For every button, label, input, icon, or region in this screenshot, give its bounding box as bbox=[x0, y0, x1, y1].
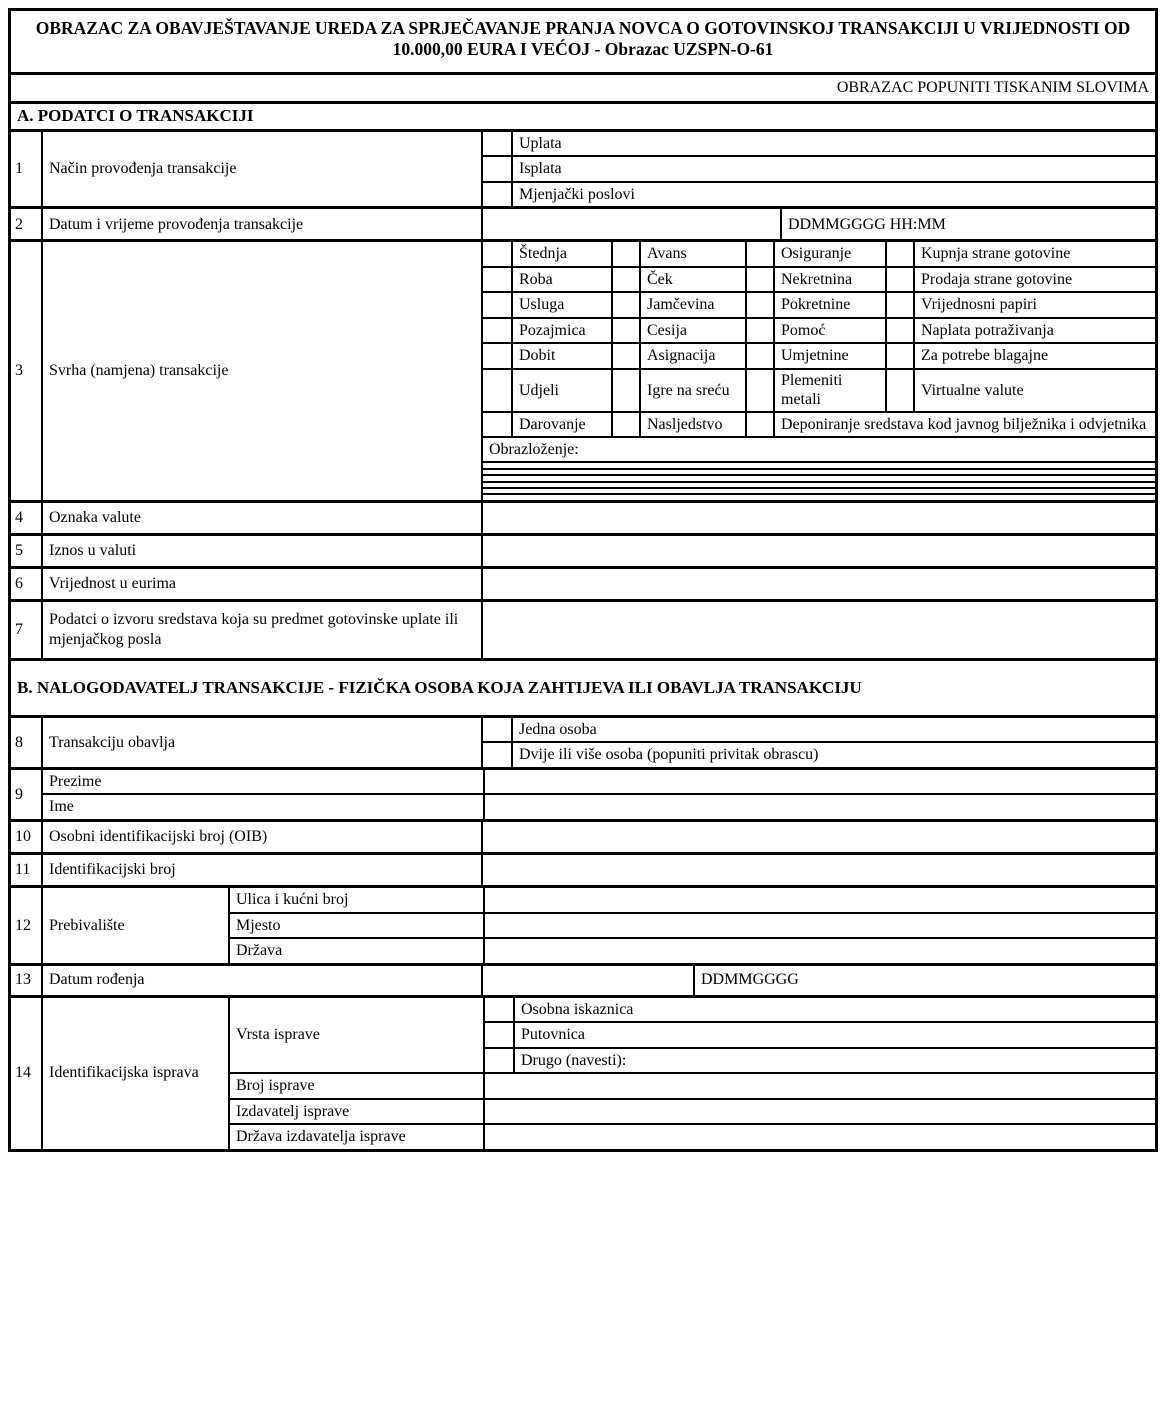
section-b-title: B. NALOGODAVATELJ TRANSAKCIJE - FIZIČKA OSOBA KOJA ZAHTIJEVA ILI OBAVLJA TRANSAKCIJU bbox=[17, 677, 862, 697]
checkbox-kupnja-strane-gotovine[interactable] bbox=[885, 242, 913, 266]
field-drzava-label: Država bbox=[236, 942, 283, 960]
field-row bbox=[230, 1072, 1155, 1098]
row-12 bbox=[11, 885, 1155, 963]
row-7-value-field[interactable] bbox=[481, 602, 1155, 658]
checkbox-usluga[interactable] bbox=[483, 293, 511, 317]
row-6-label: Vrijednost u eurima bbox=[41, 569, 481, 599]
row-5 bbox=[11, 533, 1155, 566]
purpose-grid bbox=[481, 242, 1155, 500]
row-10 bbox=[11, 819, 1155, 852]
row-13-number: 13 bbox=[15, 971, 31, 989]
field-prezime-label: Prezime bbox=[49, 772, 102, 790]
option-row bbox=[483, 741, 1155, 767]
option-stednja: Štednja bbox=[511, 242, 611, 266]
field-row bbox=[230, 888, 1155, 912]
purpose-grid-row bbox=[483, 368, 1155, 411]
option-prodaja-strane-gotovine: Prodaja strane gotovine bbox=[913, 268, 1155, 292]
checkbox-nasljedstvo[interactable] bbox=[611, 413, 639, 437]
field-izdavatelj-isprave-value[interactable] bbox=[483, 1100, 1155, 1124]
doc-type-group bbox=[230, 998, 1155, 1073]
row-1-number: 1 bbox=[15, 160, 23, 178]
checkbox-pokretnine[interactable] bbox=[745, 293, 773, 317]
row-8-number: 8 bbox=[15, 733, 23, 751]
option-darovanje: Darovanje bbox=[511, 413, 611, 437]
option-jamcevina: Jamčevina bbox=[639, 293, 745, 317]
option-usluga: Usluga bbox=[511, 293, 611, 317]
checkbox-putovnica[interactable] bbox=[485, 1023, 513, 1047]
row-10-value-field[interactable] bbox=[481, 822, 1155, 852]
checkbox-dvije-ili-vise-osoba[interactable] bbox=[483, 743, 511, 767]
row-13-label: Datum rođenja bbox=[41, 966, 481, 995]
option-virtualne-valute: Virtualne valute bbox=[913, 370, 1155, 411]
checkbox-mjenjacki-poslovi[interactable] bbox=[483, 183, 511, 207]
option-deponiranje-sredstava: Deponiranje sredstava kod javnog bilježnika i odvjetnika bbox=[773, 413, 1155, 437]
row-12-fields bbox=[228, 888, 1155, 963]
option-dvije-ili-vise-osoba: Dvije ili više osoba (popuniti privitak obrascu) bbox=[511, 743, 1155, 767]
option-row bbox=[485, 998, 1155, 1022]
purpose-grid-row bbox=[483, 242, 1155, 266]
checkbox-asignacija[interactable] bbox=[611, 344, 639, 368]
row-6-number: 6 bbox=[15, 575, 23, 593]
option-pozajmica: Pozajmica bbox=[511, 319, 611, 343]
field-drzava-izdavatelja-label: Država izdavatelja isprave bbox=[236, 1128, 406, 1146]
field-prezime-value[interactable] bbox=[483, 770, 1155, 794]
row-4 bbox=[11, 500, 1155, 533]
row-7-number: 7 bbox=[15, 621, 23, 639]
option-putovnica: Putovnica bbox=[513, 1023, 1155, 1047]
row-7-label: Podatci o izvoru sredstava koja su predmet gotovinske uplate ili mjenjačkog posla bbox=[41, 602, 481, 658]
row-8-label: Transakciju obavlja bbox=[41, 718, 481, 767]
uzspn-o-61-form bbox=[8, 8, 1158, 1152]
field-ulica-value[interactable] bbox=[483, 888, 1155, 912]
checkbox-uplata[interactable] bbox=[483, 132, 511, 156]
option-pokretnine: Pokretnine bbox=[773, 293, 885, 317]
option-kupnja-strane-gotovine: Kupnja strane gotovine bbox=[913, 242, 1155, 266]
option-nekretnina: Nekretnina bbox=[773, 268, 885, 292]
checkbox-pomoc[interactable] bbox=[745, 319, 773, 343]
checkbox-vrijednosni-papiri[interactable] bbox=[885, 293, 913, 317]
option-roba: Roba bbox=[511, 268, 611, 292]
checkbox-dobit[interactable] bbox=[483, 344, 511, 368]
row-5-label: Iznos u valuti bbox=[41, 536, 481, 566]
section-a-header bbox=[11, 101, 1155, 129]
instruction-row bbox=[11, 72, 1155, 101]
option-isplata: Isplata bbox=[511, 157, 1155, 181]
option-plemeniti-metali: Plemeniti metali bbox=[773, 370, 885, 411]
row-2-format-hint: DDMMGGGG HH:MM bbox=[780, 209, 1155, 239]
field-row bbox=[230, 1098, 1155, 1124]
option-row bbox=[483, 181, 1155, 207]
checkbox-osiguranje[interactable] bbox=[745, 242, 773, 266]
row-11-number: 11 bbox=[15, 861, 31, 879]
row-6 bbox=[11, 566, 1155, 599]
option-osobna-iskaznica: Osobna iskaznica bbox=[513, 998, 1155, 1022]
row-14-label: Identifikacijska isprava bbox=[41, 998, 228, 1149]
row-2-label: Datum i vrijeme provođenja transakcije bbox=[41, 209, 481, 239]
checkbox-osobna-iskaznica[interactable] bbox=[485, 998, 513, 1022]
row-12-label: Prebivalište bbox=[41, 888, 228, 963]
form-title: OBRAZAC ZA OBAVJEŠTAVANJE UREDA ZA SPRJEČAVANJE PRANJA NOVCA O GOTOVINSKOJ TRANSAKCIJI U VRIJEDNOSTI OD 10.000,00 EURA I VEĆOJ - Obrazac UZSPN-O-61 bbox=[35, 18, 1131, 60]
explanation-row bbox=[483, 436, 1155, 461]
option-cesija: Cesija bbox=[639, 319, 745, 343]
field-ulica-label: Ulica i kućni broj bbox=[236, 890, 349, 908]
purpose-grid-row bbox=[483, 291, 1155, 317]
option-row bbox=[483, 155, 1155, 181]
row-14-fields bbox=[228, 998, 1155, 1149]
row-2-value-field[interactable] bbox=[481, 209, 780, 239]
row-9-number: 9 bbox=[15, 785, 23, 803]
row-14-number: 14 bbox=[15, 1064, 31, 1082]
option-pomoc: Pomoć bbox=[773, 319, 885, 343]
field-row bbox=[230, 1123, 1155, 1149]
explanation-label: Obrazloženje: bbox=[489, 441, 579, 459]
row-4-number: 4 bbox=[15, 509, 23, 527]
row-1-options bbox=[481, 132, 1155, 207]
row-2-number: 2 bbox=[15, 215, 23, 233]
row-11-label: Identifikacijski broj bbox=[41, 855, 481, 885]
checkbox-naplata-potrazivanja[interactable] bbox=[885, 319, 913, 343]
option-drugo-navesti: Drugo (navesti): bbox=[513, 1049, 1155, 1073]
field-izdavatelj-isprave-label: Izdavatelj isprave bbox=[236, 1102, 350, 1120]
row-10-number: 10 bbox=[15, 828, 31, 846]
purpose-grid-row bbox=[483, 266, 1155, 292]
field-ime-label: Ime bbox=[49, 798, 74, 816]
option-vrijednosni-papiri: Vrijednosni papiri bbox=[913, 293, 1155, 317]
row-11 bbox=[11, 852, 1155, 885]
checkbox-nekretnina[interactable] bbox=[745, 268, 773, 292]
row-14 bbox=[11, 995, 1155, 1149]
field-row bbox=[43, 793, 1155, 819]
option-udjeli: Udjeli bbox=[511, 370, 611, 411]
section-a-title: A. PODATCI O TRANSAKCIJI bbox=[17, 106, 254, 125]
row-13 bbox=[11, 963, 1155, 995]
row-8-options bbox=[481, 718, 1155, 767]
row-9 bbox=[11, 767, 1155, 819]
option-avans: Avans bbox=[639, 242, 745, 266]
option-mjenjacki-poslovi: Mjenjački poslovi bbox=[511, 183, 1155, 207]
checkbox-drugo[interactable] bbox=[485, 1049, 513, 1073]
doc-type-options bbox=[483, 998, 1155, 1073]
checkbox-pozajmica[interactable] bbox=[483, 319, 511, 343]
checkbox-isplata[interactable] bbox=[483, 157, 511, 181]
checkbox-umjetnine[interactable] bbox=[745, 344, 773, 368]
field-row bbox=[43, 770, 1155, 794]
option-cek: Ček bbox=[639, 268, 745, 292]
row-11-value-field[interactable] bbox=[481, 855, 1155, 885]
checkbox-stednja[interactable] bbox=[483, 242, 511, 266]
row-1 bbox=[11, 129, 1155, 207]
checkbox-avans[interactable] bbox=[611, 242, 639, 266]
field-ime-value[interactable] bbox=[483, 795, 1155, 819]
option-za-potrebe-blagajne: Za potrebe blagajne bbox=[913, 344, 1155, 368]
field-drzava-izdavatelja-value[interactable] bbox=[483, 1125, 1155, 1149]
section-b-header bbox=[11, 658, 1155, 715]
row-9-fields bbox=[41, 770, 1155, 819]
checkbox-za-potrebe-blagajne[interactable] bbox=[885, 344, 913, 368]
explanation-line-field[interactable] bbox=[483, 495, 1155, 499]
row-13-value-field[interactable] bbox=[481, 966, 693, 995]
option-row bbox=[485, 1047, 1155, 1073]
row-13-format-hint: DDMMGGGG bbox=[693, 966, 1155, 995]
field-mjesto-value[interactable] bbox=[483, 914, 1155, 938]
option-igre-na-srecu: Igre na sreću bbox=[639, 370, 745, 411]
fill-instruction: OBRAZAC POPUNITI TISKANIM SLOVIMA bbox=[836, 79, 1149, 97]
option-jedna-osoba: Jedna osoba bbox=[511, 718, 1155, 742]
title-row bbox=[11, 11, 1155, 72]
row-3-number: 3 bbox=[15, 362, 23, 380]
field-row bbox=[230, 912, 1155, 938]
row-7 bbox=[11, 599, 1155, 658]
field-broj-isprave-label: Broj isprave bbox=[236, 1077, 315, 1095]
checkbox-cek[interactable] bbox=[611, 268, 639, 292]
checkbox-roba[interactable] bbox=[483, 268, 511, 292]
option-asignacija: Asignacija bbox=[639, 344, 745, 368]
option-nasljedstvo: Nasljedstvo bbox=[639, 413, 745, 437]
option-osiguranje: Osiguranje bbox=[773, 242, 885, 266]
purpose-grid-row bbox=[483, 411, 1155, 437]
checkbox-jamcevina[interactable] bbox=[611, 293, 639, 317]
row-1-label: Način provođenja transakcije bbox=[41, 132, 481, 207]
row-4-label: Oznaka valute bbox=[41, 503, 481, 533]
row-3-label: Svrha (namjena) transakcije bbox=[41, 242, 481, 500]
checkbox-prodaja-strane-gotovine[interactable] bbox=[885, 268, 913, 292]
row-6-value-field[interactable] bbox=[481, 569, 1155, 599]
row-3 bbox=[11, 239, 1155, 500]
field-drzava-value[interactable] bbox=[483, 939, 1155, 963]
checkbox-virtualne-valute[interactable] bbox=[885, 370, 913, 411]
explanation-line-6 bbox=[483, 493, 1155, 499]
checkbox-igre-na-srecu[interactable] bbox=[611, 370, 639, 411]
option-dobit: Dobit bbox=[511, 344, 611, 368]
checkbox-plemeniti-metali[interactable] bbox=[745, 370, 773, 411]
option-row bbox=[483, 718, 1155, 742]
option-naplata-potrazivanja: Naplata potraživanja bbox=[913, 319, 1155, 343]
field-broj-isprave-value[interactable] bbox=[483, 1074, 1155, 1098]
row-8 bbox=[11, 715, 1155, 767]
option-row bbox=[483, 132, 1155, 156]
row-5-value-field[interactable] bbox=[481, 536, 1155, 566]
field-row bbox=[230, 937, 1155, 963]
row-2 bbox=[11, 206, 1155, 239]
option-umjetnine: Umjetnine bbox=[773, 344, 885, 368]
row-12-number: 12 bbox=[15, 916, 31, 934]
checkbox-deponiranje-sredstava[interactable] bbox=[745, 413, 773, 437]
checkbox-jedna-osoba[interactable] bbox=[483, 718, 511, 742]
field-mjesto-label: Mjesto bbox=[236, 916, 281, 934]
row-4-value-field[interactable] bbox=[481, 503, 1155, 533]
checkbox-udjeli[interactable] bbox=[483, 370, 511, 411]
checkbox-cesija[interactable] bbox=[611, 319, 639, 343]
purpose-grid-row bbox=[483, 342, 1155, 368]
doc-type-label: Vrsta isprave bbox=[236, 1026, 320, 1044]
option-row bbox=[485, 1021, 1155, 1047]
option-uplata: Uplata bbox=[511, 132, 1155, 156]
row-10-label: Osobni identifikacijski broj (OIB) bbox=[41, 822, 481, 852]
purpose-grid-row bbox=[483, 317, 1155, 343]
checkbox-darovanje[interactable] bbox=[483, 413, 511, 437]
row-5-number: 5 bbox=[15, 542, 23, 560]
